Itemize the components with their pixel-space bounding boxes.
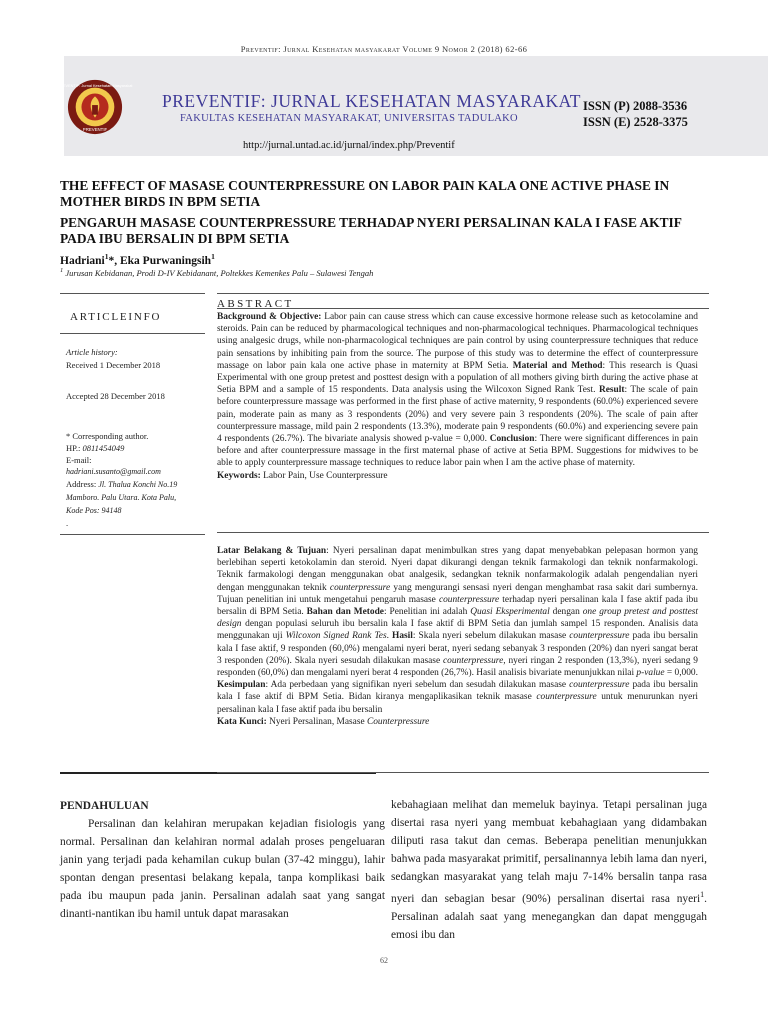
logo-ring-text: PREVENTIF: Jurnal Kesehatan Masyarakat: [57, 84, 133, 89]
author-2-sup: 1: [211, 252, 215, 261]
section-heading-pendahuluan: PENDAHULUAN: [60, 800, 149, 812]
abstrak-italic: counterpressure: [569, 631, 630, 642]
abstract-keywords-label: Keywords:: [217, 470, 261, 481]
abstrak-italic: Counterpressure: [366, 716, 430, 727]
abstrak-bahan-text: dengan populasi seluruh ibu bersalin kala I fase aktif di BPM Setia dan jumlah sampel 15 responden. Analisis data menggunakan uji: [217, 619, 698, 642]
abstract-bottom-rule: [217, 532, 709, 533]
abstrak-bahan-text: dengan: [549, 607, 583, 618]
abstrak-hasil-label: Hasil: [392, 631, 413, 642]
abstrak-italic: Wilcoxon Signed Rank Tes: [285, 631, 387, 642]
abstrak-italic: counterpressure,: [443, 655, 506, 666]
address-end-dot: .: [66, 518, 69, 528]
journal-url[interactable]: http://jurnal.untad.ac.id/jurnal/index.php/Preventif: [243, 140, 455, 151]
abstract-result-text: : The scale of pain before counterpressure massage was performed in the first phase of active maternity, 9 respondents (60.0%) experienced severe pain, moderate pain as many as 3 respondents (20%) and very severe pain 3 respondents (20%). The scale of pain after counterpressure massage, mild pain 2 respondents (13.3%), moderate pain 9 respondents (60.0%) and experiencing severe pain 4 respondents (26.7%). The bivariate analysis showed p-value = 0,000.: [217, 385, 698, 445]
corresponding-label: * Corresponding author.: [66, 431, 149, 441]
abstrak-latar-label: Latar Belakang & Tujuan: [217, 546, 327, 556]
affiliation: [60, 267, 373, 278]
abstrak-hasil-text: : Skala nyeri sebelum dilakukan masase: [412, 631, 570, 642]
received-date: Received 1 December 2018: [66, 360, 161, 370]
author-list: [60, 252, 215, 267]
logo-bottom-text: PREVENTIF: [82, 127, 108, 133]
abstract-heading: ABSTRACT: [217, 298, 294, 310]
abstrak-hasil-text: = 0,000.: [664, 668, 698, 679]
article-history-label: Article history:: [66, 347, 118, 357]
abstrak-bahan-text: : Penelitian ini adalah: [383, 607, 471, 618]
abstract-conclusion-text: : There were significant differences in pain before and after counterpressure massage in the first maternal phase of active at Setia BPM. Suggestions for midwives to be able to apply counterpressure massage techniques to reduce labor pain when I am the active phase of maternity.: [217, 434, 699, 469]
body-paragraph-1-text: Persalinan dan kelahiran merupakan kejadian fisiologis yang normal. Persalinan dan kelahiran normal adalah proses pengeluaran janin yang terjadi pada kehamilan cukup bulan (37-42 minggu), lahir spontan dengan presentasi belakang kepala, tanpa komplikasi baik pada ibu maupun pada janin. Persalinan adalah saat yang sangat dinanti-nantikan ibu hamil untuk dapat marasakan: [60, 818, 385, 920]
body-paragraph-2-text: kebahagiaan melihat dan memeluk bayinya. Tetapi persalinan juga disertai rasa nyeri yang membuat kebahagiaan yang didambakan diliputi rasa takut dan cemas. Beberapa penelitian menunjukkan bahwa pada masyarakat primitif, persalinannya lebih lama dan nyeri, sedangkan masyarakat yang telah maju 7-14% bersalin tanpa rasa nyeri dan sebagian besar (90%) persalinan disertai rasa nyeri: [391, 799, 707, 905]
abstrak-hasil-text: pada ibu bersalin kala I fase aktif, 9 responden (60,0%) mengalami nyeri berat, nyeri sedang sebanyak 3 responden (20%) dan nyeri sangat berat 3 responden (20%). Skala nyeri sesudah dilakukan masase: [217, 631, 698, 666]
affiliation-sup: 1: [60, 267, 64, 274]
abstract-english: [217, 311, 698, 482]
abstrak-bahan-text: .: [386, 631, 393, 642]
author-1-sup: 1: [104, 252, 109, 261]
page-number: 62: [380, 956, 388, 965]
abstrak-kesimpulan-text: pada ibu bersalin kala I fase aktif di BPM Setia. Bidan kiranya mengaplikasikan teknik masase: [217, 680, 698, 703]
abstrak-kata-kunci-label: Kata Kunci:: [217, 716, 267, 727]
author-1: Hadriani: [60, 254, 105, 267]
body-paragraph-1: [60, 815, 385, 923]
article-info-bottom-rule: [60, 534, 205, 535]
journal-faculty: FAKULTAS KESEHATAN MASYARAKAT, UNIVERSITAS TADULAKO: [180, 113, 518, 124]
title-indonesian: PENGARUH MASASE COUNTERPRESSURE TERHADAP NYERI PERSALINAN KALA I FASE AKTIF PADA IBU BERSALIN DI BPM SETIA: [60, 215, 682, 246]
journal-logo: [57, 78, 133, 136]
article-info-heading: ARTICLEINFO: [70, 311, 162, 323]
body-column-right: [391, 796, 707, 944]
abstrak-latar-text: terhadap nyeri persalinan kala I fase aktif pada ibu bersalin di BPM Setia.: [217, 594, 698, 618]
article-info-head-rule: [60, 333, 205, 334]
abstrak-italic: one group pretest and posttest design: [217, 607, 698, 630]
abstrak-kesimpulan-text: : Ada perbedaan yang signifikan nyeri sebelum dan sesudah dilakukan masase: [265, 680, 570, 691]
abstract-result-label: Result: [598, 385, 625, 396]
abstract-background-label: Background & Objective:: [217, 312, 322, 322]
address-block: [66, 478, 191, 517]
affiliation-text: Jurusan Kebidanan, Prodi D-IV Kebidanant, Poltekkes Kemenkes Palu – Sulawesi Tengah: [63, 267, 374, 278]
abstrak-italic: Quasi Eksperimental: [470, 607, 550, 618]
article-info-top-rule: [60, 293, 205, 294]
citation-sup: 1: [700, 890, 705, 899]
phone-line: [66, 442, 124, 454]
abstrak-italic: p-value: [636, 668, 665, 679]
abstrak-italic: counterpressure: [329, 582, 391, 593]
body-column-left: [60, 797, 385, 923]
issn-online: ISSN (E) 2528-3375: [583, 115, 688, 129]
corresponding-mark: *,: [108, 254, 120, 267]
abstrak-kesimpulan-label: Kesimpulan: [217, 680, 266, 691]
abstract-indonesian: [217, 545, 698, 728]
running-head: Preventif: Jurnal Kesehatan masyakarat Volume 9 Nomor 2 (2018) 62-66: [240, 44, 528, 54]
journal-title: PREVENTIF: JURNAL KESEHATAN MASYARAKAT: [162, 91, 581, 111]
abstrak-kata-kunci-text: Nyeri Persalinan, Masase: [266, 716, 367, 727]
author-2: Eka Purwaningsih: [119, 254, 212, 267]
issn-print: ISSN (P) 2088-3536: [583, 99, 688, 113]
phone-label: HP.:: [66, 443, 83, 453]
address-text: Jl. Thalua Konchi No.19 Mamboro. Palu Utara. Kota Palu, Kode Pos: 94148: [66, 480, 178, 515]
abstrak-italic: counterpressure: [438, 594, 500, 605]
abstract-method-text: : This research is Quasi Experimental with one group pretest and posttest design with a population of all mothers giving birth during the active phase at Setia BPM and a sample of 15 respondents. Data analysis using the Wilcoxon Signed Rank Test.: [217, 360, 698, 396]
abstract-keywords-text: Labor Pain, Use Counterpressure: [260, 470, 388, 481]
address-label: Address:: [66, 479, 99, 489]
abstract-top-rule: [217, 293, 709, 294]
abstrak-hasil-text: nyeri ringan 2 responden (13,3%), nyeri sedang 9 responden (60,0%) dan mengalami nyeri berat 4 responden (26,7%). Hasil analisis bivariate menunjukkan nilai: [217, 655, 698, 679]
abstrak-italic: counterpressure: [569, 680, 630, 691]
email-address[interactable]: hadriani.susanto@gmail.com: [66, 467, 161, 476]
abstrak-latar-text: : Nyeri persalinan dapat menimbulkan stres yang dapat menyebabkan pelepasan hormon yang berlebihan seperti ketokolamin dan steroid. Nyeri dapat dikurangi dengan teknik farmakologi dan teknik nonfarmakologi. Teknik farmakologi dengan menggunakan obat analgesik, sedangkan teknik nonfarmakologik adalah pengendalian nyeri dengan menggunakan teknik: [217, 546, 698, 593]
abstract-background-text: Labor pain can cause stress which can cause excessive hormone release such as ketocolamine and steroids. Pain can be reduced by pharmacological techniques and non-pharmacological techniques. Pharmacological techniques using analgesic drugs, while non-pharmacological techniques are pain control by using counterpressure techniques that reduce pain sensations by inhibiting pain from the source. The purpose of this study was to determine the effect of counterpressure massage on labor pain kala one active phase in maternity at BPM Setia.: [217, 312, 698, 371]
abstract-method-label: Material and Method: [512, 360, 603, 371]
abstrak-latar-text: yang mengurangi sensasi nyeri dengan menghambat rasa sakit dari sumbernya. Tujuan penelitian ini untuk mengetahui pengaruh masase: [217, 582, 699, 605]
abstrak-italic: counterpressure: [536, 692, 597, 703]
title-english: THE EFFECT OF MASASE COUNTERPRESSURE ON LABOR PAIN KALA ONE ACTIVE PHASE IN MOTHER BIRDS IN BPM SETIA: [60, 178, 670, 209]
body-paragraph-2-text-cont: . Persalinan adalah saat yang menegangkan dan dapat menggugah emosi ibu dan: [391, 892, 707, 941]
accepted-date: Accepted 28 December 2018: [66, 391, 165, 401]
abstract-conclusion-label: Conclusion: [489, 434, 535, 445]
email-label: E-mail:: [66, 455, 92, 465]
phone-number: 0811454049: [82, 443, 125, 453]
abstrak-bottom-rule: [217, 772, 709, 773]
abstrak-bahan-label: Bahan dan Metode: [306, 607, 384, 618]
abstrak-kesimpulan-text: untuk menurunkan nyeri persalinan kala I fase aktif pada ibu bersalin: [217, 692, 698, 715]
